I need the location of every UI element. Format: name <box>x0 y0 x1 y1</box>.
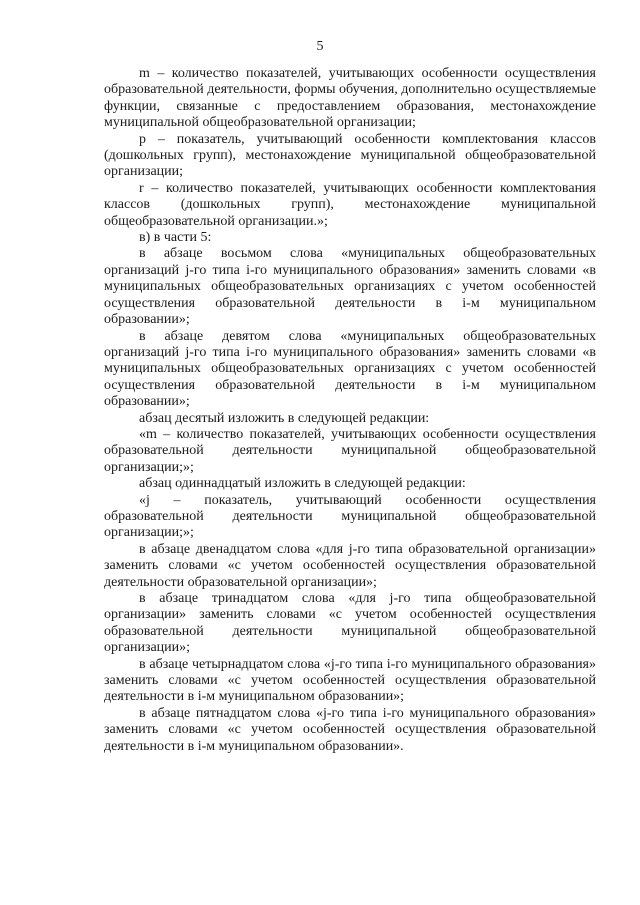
paragraph-eighth-amendment: в абзаце восьмом слова «муниципальных общеобразовательных организаций j-го типа i-го муниципального образования» заменить словами «в муниципальных общеобразовательных организациях с учетом особенностей осуществления образовательной деятельности в i-м муниципальном образовании»; <box>104 246 596 328</box>
paragraph-eleventh-intro: абзац одиннадцатый изложить в следующей редакции: <box>139 476 466 492</box>
paragraph-m-definition: m – количество показателей, учитывающих особенности осуществления образовательной деятельности, формы обучения, дополнительно осуществляемые функции, связанные с предоставлением образования, местонахождение муниципальной общеобразовательной организации; <box>104 66 596 131</box>
paragraph-fourteenth-amendment: в абзаце четырнадцатом слова «j-го типа i-го муниципального образования» заменить словами «с учетом особенностей осуществления образовательной деятельности в i-м муниципальном образовании»; <box>104 656 596 705</box>
paragraph-tenth-intro: абзац десятый изложить в следующей редакции: <box>139 410 430 426</box>
paragraph-ninth-amendment: в абзаце девятом слова «муниципальных общеобразовательных организаций j-го типа i-го муниципального образования» заменить словами «в муниципальных общеобразовательных организациях с учетом особенностей осуществления образовательной деятельности в i-м муниципальном образовании»; <box>104 328 596 410</box>
paragraph-r-definition: r – количество показателей, учитывающих особенности комплектования классов (дошкольных групп), местонахождение муниципальной общеобразовательной организации.»; <box>104 180 596 229</box>
paragraph-thirteenth-amendment: в абзаце тринадцатом слова «для j-го типа общеобразовательной организации» заменить словами «с учетом особенностей осуществления образовательной деятельности муниципальной общеобразовательной организации»; <box>104 591 596 656</box>
paragraph-eleventh-new-text: «j – показатель, учитывающий особенности осуществления образовательной деятельности муниципальной общеобразовательной организации;»; <box>104 492 596 541</box>
document-body <box>104 66 596 755</box>
paragraph-twelfth-amendment: в абзаце двенадцатом слова «для j-го типа образовательной организации» заменить словами «с учетом особенностей осуществления образовательной деятельности образовательной организации»; <box>104 541 596 590</box>
paragraph-part-5-heading: в) в части 5: <box>139 230 212 246</box>
paragraph-fifteenth-amendment: в абзаце пятнадцатом слова «j-го типа i-го муниципального образования» заменить словами «с учетом особенностей осуществления образовательной деятельности в i-м муниципальном образовании». <box>104 705 596 754</box>
paragraph-p-definition: p – показатель, учитывающий особенности комплектования классов (дошкольных групп), местонахождение муниципальной общеобразовательной организации; <box>104 131 596 180</box>
page-number: 5 <box>316 39 324 54</box>
paragraph-tenth-new-text: «m – количество показателей, учитывающих особенности осуществления образовательной деятельности муниципальной общеобразовательной организации;»; <box>104 426 596 475</box>
